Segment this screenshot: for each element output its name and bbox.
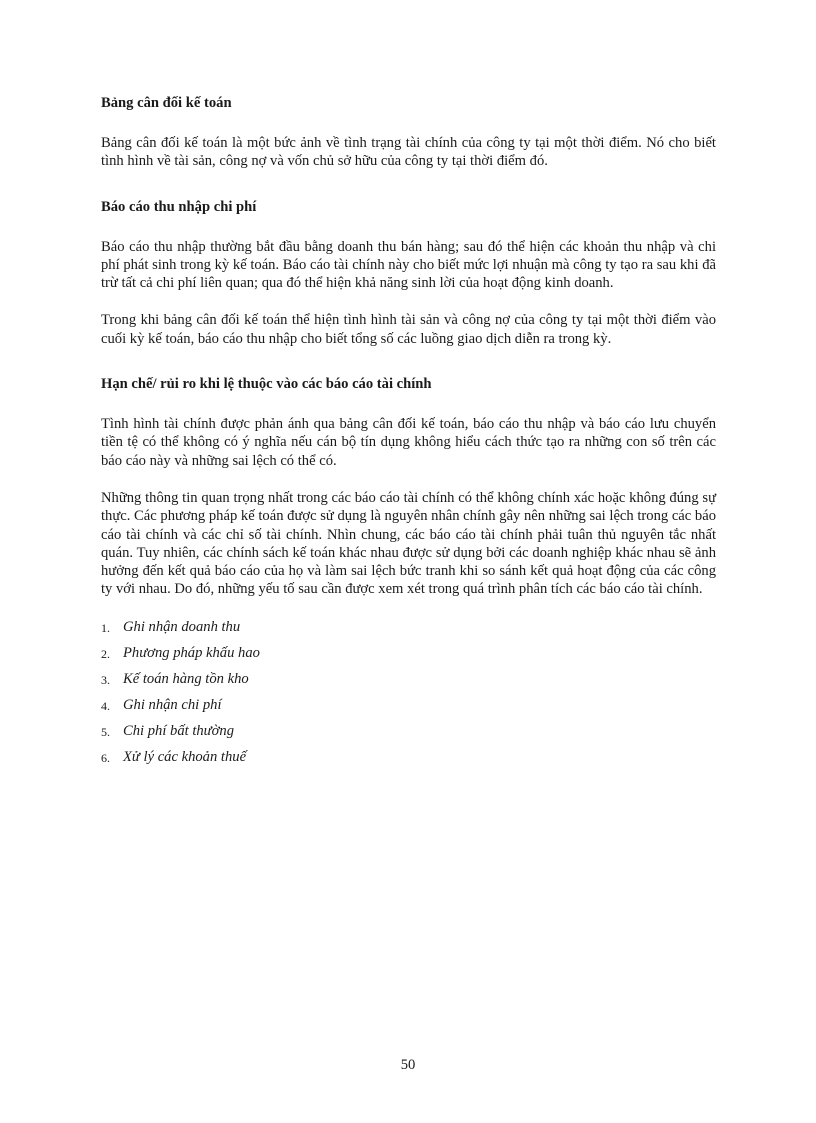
- section-heading-income-statement: Báo cáo thu nhập chi phí: [101, 198, 257, 215]
- paragraph-limitations-2: Những thông tin quan trọng nhất trong các báo cáo tài chính có thể không chính xác hoặc không đúng sự thực. Các phương pháp kế toán được sử dụng là nguyên nhân chính gây nên những sai lệch trong các báo cáo tài chính và các chỉ số tài chính. Nhìn chung, các báo cáo tài chính phải tuân thủ nguyên tắc nhất quán. Tuy nhiên, các chính sách kế toán khác nhau được sử dụng bởi các doanh nghiệp khác nhau sẽ ảnh hưởng đến kết quả báo cáo của họ và làm sai lệch bức tranh khi so sánh kết quả hoạt động của các công ty với nhau. Do đó, những yếu tố sau cần được xem xét trong quá trình phân tích các báo cáo tài chính.: [101, 489, 716, 598]
- list-item-number: 2.: [101, 646, 110, 661]
- list-item: [101, 618, 716, 644]
- list-item: [101, 670, 716, 696]
- paragraph-income-statement-2: Trong khi bảng cân đối kế toán thể hiện tình hình tài sản và công nợ của công ty tại một thời điểm vào cuối kỳ kế toán, báo cáo thu nhập cho biết tổng số các luồng giao dịch diễn ra trong kỳ.: [101, 312, 716, 347]
- list-item: [101, 748, 716, 774]
- paragraph-limitations-1: Tình hình tài chính được phản ánh qua bảng cân đối kế toán, báo cáo thu nhập và báo cáo lưu chuyển tiền tệ có thể không có ý nghĩa nếu cán bộ tín dụng không hiểu cách thức tạo ra những con số trên các báo cáo này và những sai lệch có thể có.: [101, 416, 716, 469]
- list-item-text: Ghi nhận chi phí: [123, 696, 222, 713]
- list-item: [101, 696, 716, 722]
- list-item-text: Ghi nhận doanh thu: [123, 618, 241, 635]
- list-item-number: 3.: [101, 672, 110, 687]
- paragraph-income-statement-1: Báo cáo thu nhập thường bắt đầu bằng doanh thu bán hàng; sau đó thể hiện các khoản thu nhập và chi phí phát sinh trong kỳ kế toán. Báo cáo tài chính này cho biết mức lợi nhuận mà công ty tạo ra sau khi đã trừ tất cả chi phí liên quan; qua đó thể hiện khả năng sinh lời của hoạt động kinh doanh.: [101, 238, 716, 292]
- list-item-number: 1.: [101, 620, 110, 635]
- list-item-number: 4.: [101, 698, 110, 713]
- paragraph-balance-sheet: Bảng cân đối kế toán là một bức ảnh về tình trạng tài chính của công ty tại một thời điểm. Nó cho biết tình hình về tài sản, công nợ và vốn chủ sở hữu của công ty tại thời điểm đó.: [101, 135, 716, 170]
- document-page: [101, 94, 716, 774]
- list-item: [101, 722, 716, 748]
- list-item-text: Kế toán hàng tồn kho: [123, 670, 249, 687]
- section-heading-balance-sheet: Bảng cân đối kế toán: [101, 95, 232, 111]
- factors-list: [101, 618, 716, 774]
- list-item-number: 5.: [101, 724, 110, 739]
- list-item-text: Xử lý các khoản thuế: [123, 748, 247, 765]
- list-item: [101, 644, 716, 670]
- list-item-text: Phương pháp khấu hao: [123, 644, 260, 661]
- list-item-text: Chi phí bất thường: [123, 722, 235, 739]
- page-number: 50: [400, 1057, 416, 1073]
- list-item-number: 6.: [101, 750, 110, 765]
- section-heading-limitations: Hạn chế/ rủi ro khi lệ thuộc vào các báo cáo tài chính: [101, 376, 432, 393]
